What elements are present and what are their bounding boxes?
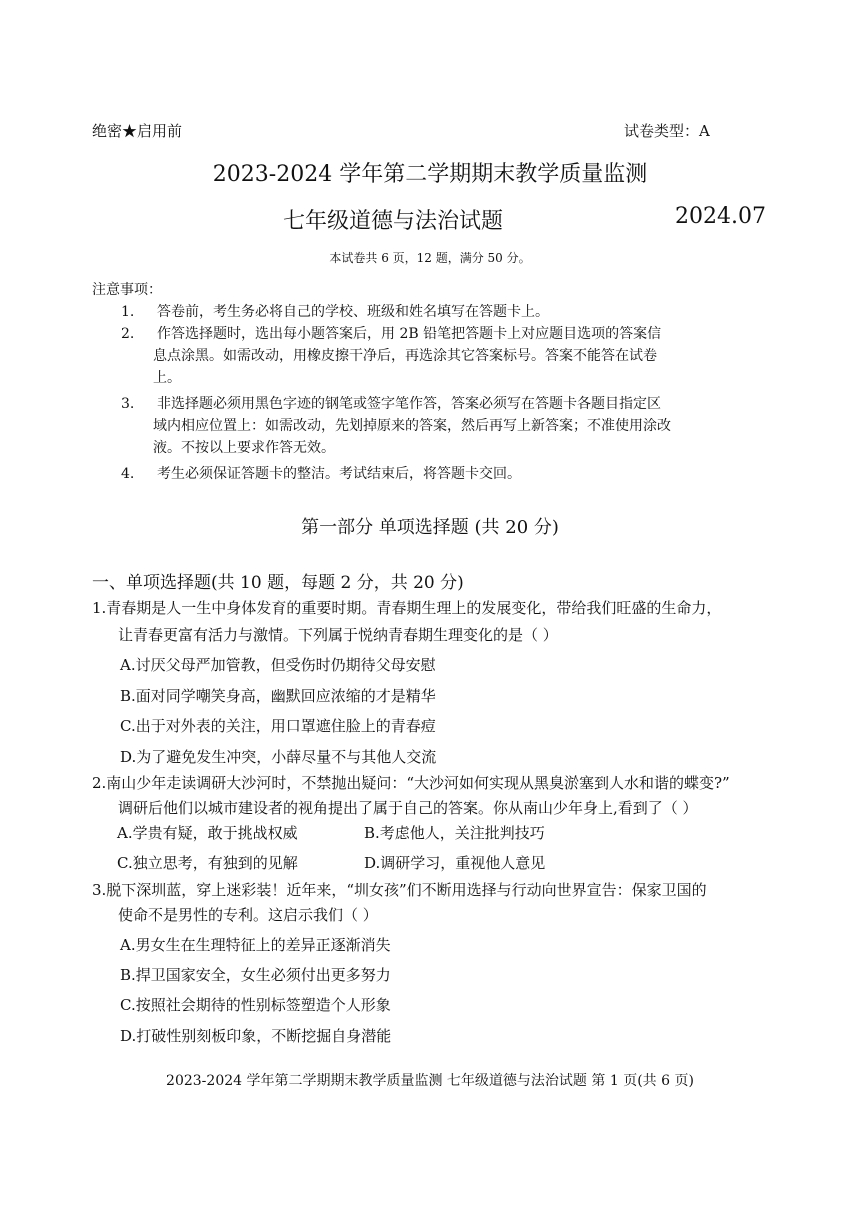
note-line: 非选择题必须用黑色字迹的钢笔或签字笔作答，答案必须写在答题卡各题目指定区 <box>157 396 661 412</box>
note-line: 考生必须保证答题卡的整洁。考试结束后，将答题卡交回。 <box>157 466 521 482</box>
question-2-stem-line: 调研后他们以城市建设者的视角提出了属于自己的答案。你从南山少年身上,看到了（ ） <box>118 799 698 817</box>
note-line: 作答选择题时，选出每小题答案后，用 2B 铅笔把答题卡上对应题目选项的答案信 <box>157 326 662 342</box>
question-2-option-b: B.考虑他人，关注批判技巧 <box>364 824 545 842</box>
question-1-stem-line: 1.青春期是人一生中身体发育的重要时期。青春期生理上的发展变化，带给我们旺盛的生命力， <box>92 599 722 617</box>
note-number: 4. <box>121 466 135 482</box>
question-3-option-b: B.捍卫国家安全，女生必须付出更多努力 <box>120 966 391 984</box>
question-3-option-a: A.男女生在生理特征上的差异正逐渐消失 <box>120 936 391 954</box>
paper-info: 本试卷共 6 页，12 题，满分 50 分。 <box>329 251 531 265</box>
question-1-stem-line: 让青春更富有活力与激情。下列属于悦纳青春期生理变化的是（ ） <box>118 626 558 644</box>
question-2-option-a: A.学贵有疑，敢于挑战权威 <box>117 824 298 842</box>
question-2-option-c: C.独立思考，有独到的见解 <box>117 854 298 872</box>
note-number: 3. <box>121 396 135 412</box>
paper-type-label: 试卷类型：A <box>624 122 710 140</box>
exam-date: 2024.07 <box>675 204 766 229</box>
note-line: 液。不按以上要求作答无效。 <box>153 440 335 456</box>
note-line: 答卷前，考生务必将自己的学校、班级和姓名填写在答题卡上。 <box>157 304 549 320</box>
note-number: 1. <box>121 304 135 320</box>
exam-subtitle: 七年级道德与法治试题 <box>283 209 504 234</box>
confidential-label: 绝密★启用前 <box>92 122 183 140</box>
note-line: 息点涂黑。如需改动，用橡皮擦干净后，再选涂其它答案标号。答案不能答在试卷 <box>153 348 657 364</box>
question-2-option-d: D.调研学习，重视他人意见 <box>364 854 546 872</box>
notes-heading: 注意事项： <box>92 282 162 298</box>
exam-title: 2023-2024 学年第二学期期末教学质量监测 <box>212 162 648 187</box>
page-footer: 2023-2024 学年第二学期期末教学质量监测 七年级道德与法治试题 第 1 页(共 6 页) <box>166 1073 694 1089</box>
part-one-title: 第一部分 单项选择题 (共 20 分) <box>301 517 559 538</box>
question-1-option-a: A.讨厌父母严加管教，但受伤时仍期待父母安慰 <box>120 656 436 674</box>
question-1-option-d: D.为了避免发生冲突，小薛尽量不与其他人交流 <box>120 748 437 766</box>
note-number: 2. <box>121 326 135 342</box>
question-3-stem-line: 3.脱下深圳蓝，穿上迷彩装！近年来，“圳女孩”们不断用选择与行动向世界宣告：保家卫国的 <box>92 881 707 899</box>
question-3-stem-line: 使命不是男性的专利。这启示我们（ ） <box>118 906 378 924</box>
note-line: 域内相应位置上：如需改动，先划掉原来的答案，然后再写上新答案；不准使用涂改 <box>153 418 671 434</box>
question-1-option-c: C.出于对外表的关注，用口罩遮住脸上的青春痘 <box>120 717 436 735</box>
question-3-option-d: D.打破性别刻板印象，不断挖掘自身潜能 <box>120 1027 392 1045</box>
section-one-title: 一、单项选择题(共 10 题，每题 2 分，共 20 分) <box>92 573 464 593</box>
question-1-option-b: B.面对同学嘲笑身高，幽默回应浓缩的才是精华 <box>120 687 436 705</box>
note-line: 上。 <box>153 370 181 386</box>
question-3-option-c: C.按照社会期待的性别标签塑造个人形象 <box>120 996 391 1014</box>
question-2-stem-line: 2.南山少年走读调研大沙河时，不禁抛出疑问：“大沙河如何实现从黑臭淤塞到人水和谐的蝶变?” <box>92 774 730 792</box>
